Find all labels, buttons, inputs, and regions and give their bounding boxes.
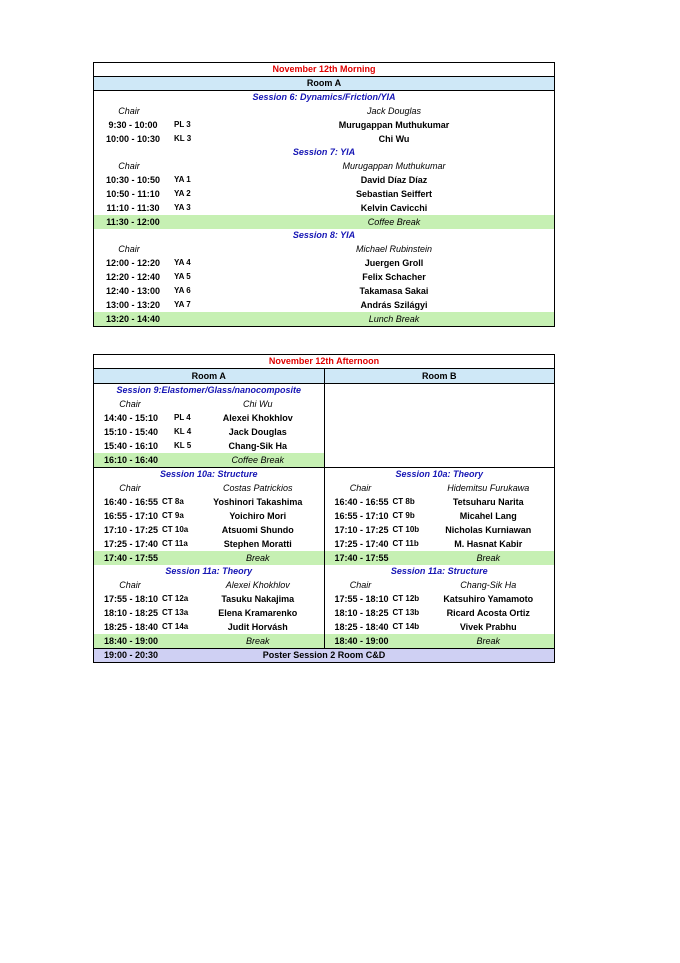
talk-time: 10:30 - 10:50: [105, 175, 161, 185]
chair-name: Alexei Khokhlov: [225, 580, 290, 590]
talk-row: [94, 537, 324, 551]
talk-time: 13:00 - 13:20: [105, 300, 161, 310]
lunch-break-row: [94, 312, 554, 326]
room-b-column: [325, 565, 555, 648]
talk-time: 12:20 - 12:40: [105, 272, 161, 282]
talk-time: 15:10 - 15:40: [103, 427, 159, 437]
talk-row: [94, 592, 324, 606]
session-10a-structure-title: Session 10a: Structure: [159, 469, 258, 479]
chair-label: Chair: [119, 399, 141, 409]
speaker-name: Kelvin Cavicchi: [360, 203, 428, 213]
talk-code: KL 4: [174, 427, 192, 436]
talk-row: [325, 537, 555, 551]
speaker-name: Judit Horvásh: [227, 622, 288, 632]
chair-name: Michael Rubinstein: [355, 244, 433, 254]
talk-code: CT 13a: [162, 608, 189, 617]
session-11a-theory-title: Session 11a: Theory: [165, 566, 253, 576]
chair-row: [94, 578, 324, 592]
chair-name: Chi Wu: [242, 399, 273, 409]
talk-code: YA 6: [174, 286, 191, 295]
talk-row: [94, 495, 324, 509]
room-a-column: [94, 468, 325, 565]
session-10a-theory-title: Session 10a: Theory: [395, 469, 484, 479]
break-label: Break: [476, 553, 500, 563]
break-time: 17:40 - 17:55: [334, 553, 389, 563]
talk-time: 16:55 - 17:10: [334, 511, 389, 521]
talk-code: YA 4: [174, 258, 191, 267]
talk-code: YA 5: [174, 272, 191, 281]
talk-code: CT 12b: [392, 594, 420, 603]
morning-title: November 12th Morning: [94, 63, 554, 77]
talk-code: CT 9b: [392, 511, 415, 520]
poster-time: 19:00 - 20:30: [103, 650, 159, 660]
talk-time: 17:55 - 18:10: [103, 594, 159, 604]
talk-code: YA 1: [174, 175, 191, 184]
speaker-name: Vivek Prabhu: [459, 622, 517, 632]
speaker-name: Murugappan Muthukumar: [338, 120, 450, 130]
chair-name: Murugappan Muthukumar: [342, 161, 446, 171]
talk-code: CT 13b: [392, 608, 420, 617]
speaker-name: Alexei Khokhlov: [222, 413, 293, 423]
talk-code: CT 10a: [162, 525, 189, 534]
speaker-name: Elena Kramarenko: [218, 608, 298, 618]
talk-time: 17:25 - 17:40: [334, 539, 389, 549]
break-label: Coffee Break: [231, 455, 285, 465]
session-9-title: Session 9:Elastomer/Glass/nanocomposite: [116, 385, 302, 395]
talk-row: [325, 495, 555, 509]
talk-time: 18:10 - 18:25: [334, 608, 389, 618]
talk-time: 12:00 - 12:20: [105, 258, 161, 268]
talk-row: [325, 606, 555, 620]
talk-time: 18:10 - 18:25: [103, 608, 159, 618]
talk-code: CT 8b: [392, 497, 415, 506]
poster-label: Poster Session 2 Room C&D: [262, 650, 386, 660]
talk-row: [94, 411, 324, 425]
chair-label: Chair: [118, 244, 140, 254]
speaker-name: Atsuomi Shundo: [221, 525, 294, 535]
poster-session-row: [94, 648, 554, 662]
speaker-name: Tetsuharu Narita: [452, 497, 524, 507]
talk-row: [94, 173, 554, 187]
coffee-break-row: [94, 215, 554, 229]
talk-row: [325, 592, 555, 606]
chair-name: Chang-Sik Ha: [460, 580, 517, 590]
break-row: [325, 551, 555, 565]
talk-time: 12:40 - 13:00: [105, 286, 161, 296]
speaker-name: András Szilágyi: [360, 300, 428, 310]
talk-code: CT 14a: [162, 622, 189, 631]
talk-code: YA 7: [174, 300, 191, 309]
break-row: [94, 634, 324, 648]
break-time: 18:40 - 19:00: [334, 636, 389, 646]
speaker-name: Micahel Lang: [459, 511, 517, 521]
talk-code: PL 3: [174, 120, 191, 129]
talk-code: CT 12a: [162, 594, 189, 603]
break-time: 13:20 - 14:40: [105, 314, 161, 324]
speaker-name: Chang-Sik Ha: [228, 441, 287, 451]
afternoon-schedule-table: [93, 354, 555, 663]
session-10-block: [94, 467, 554, 565]
talk-time: 9:30 - 10:00: [108, 120, 158, 130]
talk-time: 17:25 - 17:40: [103, 539, 159, 549]
talk-time: 16:55 - 17:10: [103, 511, 159, 521]
talk-row: [325, 509, 555, 523]
talk-time: 15:40 - 16:10: [103, 441, 159, 451]
morning-room-header: Room A: [94, 77, 554, 91]
talk-row: [94, 132, 554, 146]
coffee-break-row: [94, 453, 324, 467]
talk-row: [94, 284, 554, 298]
talk-row: [94, 606, 324, 620]
talk-row: [94, 425, 324, 439]
afternoon-title: November 12th Afternoon: [94, 355, 554, 369]
talk-code: CT 10b: [392, 525, 420, 534]
talk-row: [94, 256, 554, 270]
speaker-name: David Díaz Díaz: [360, 175, 428, 185]
room-b-header: Room B: [422, 371, 457, 381]
talk-row: [325, 620, 555, 634]
talk-time: 10:00 - 10:30: [105, 134, 161, 144]
speaker-name: Chi Wu: [378, 134, 410, 144]
session-11-block: [94, 565, 554, 648]
break-row: [94, 551, 324, 565]
chair-name: Costas Patrickios: [222, 483, 293, 493]
chair-label: Chair: [118, 106, 140, 116]
speaker-name: Katsuhiro Yamamoto: [443, 594, 534, 604]
session-8-title: Session 8: YIA: [292, 230, 356, 240]
speaker-name: Juergen Groll: [364, 258, 424, 268]
chair-row: [325, 578, 555, 592]
chair-row: [94, 481, 324, 495]
speaker-name: Yoichiro Mori: [229, 511, 287, 521]
break-time: 17:40 - 17:55: [103, 553, 159, 563]
speaker-name: Stephen Moratti: [223, 539, 292, 549]
talk-time: 14:40 - 15:10: [103, 413, 159, 423]
session-6-title: Session 6: Dynamics/Friction/YIA: [252, 92, 396, 102]
speaker-name: Ricard Acosta Ortiz: [446, 608, 530, 618]
speaker-name: Nicholas Kurniawan: [445, 525, 532, 535]
talk-code: CT 11a: [162, 539, 188, 548]
talk-code: CT 8a: [162, 497, 184, 506]
chair-label: Chair: [119, 483, 141, 493]
talk-time: 11:10 - 11:30: [106, 203, 160, 213]
talk-time: 18:25 - 18:40: [103, 622, 159, 632]
talk-row: [94, 187, 554, 201]
room-a-column: [94, 384, 325, 467]
talk-row: [94, 298, 554, 312]
break-label: Lunch Break: [368, 314, 420, 324]
speaker-name: Yoshinori Takashima: [213, 497, 303, 507]
session-8-chair-row: [94, 242, 554, 256]
talk-code: PL 4: [174, 413, 191, 422]
speaker-name: Jack Douglas: [228, 427, 287, 437]
break-time: 16:10 - 16:40: [103, 455, 159, 465]
speaker-name: M. Hasnat Kabir: [454, 539, 523, 549]
room-a-header: Room A: [94, 369, 325, 383]
speaker-name: Takamasa Sakai: [359, 286, 429, 296]
session-11a-structure-title: Session 11a: Structure: [390, 566, 488, 576]
talk-time: 10:50 - 11:10: [106, 189, 160, 199]
break-row: [325, 634, 555, 648]
talk-code: CT 9a: [162, 511, 184, 520]
chair-label: Chair: [118, 161, 140, 171]
morning-schedule-table: [93, 62, 555, 327]
chair-name: Jack Douglas: [366, 106, 422, 116]
room-b-column-empty: [325, 384, 555, 467]
talk-code: KL 3: [174, 134, 192, 143]
talk-row: [94, 201, 554, 215]
speaker-name: Sebastian Seiffert: [355, 189, 433, 199]
room-b-column: [325, 468, 555, 565]
talk-code: YA 3: [174, 203, 191, 212]
break-label: Break: [245, 636, 270, 646]
break-label: Coffee Break: [367, 217, 421, 227]
talk-row: [94, 620, 324, 634]
speaker-name: Felix Schacher: [362, 272, 426, 282]
break-label: Break: [476, 636, 500, 646]
break-time: 18:40 - 19:00: [103, 636, 159, 646]
session-7-chair-row: [94, 159, 554, 173]
talk-time: 16:40 - 16:55: [334, 497, 389, 507]
talk-time: 18:25 - 18:40: [334, 622, 389, 632]
break-label: Break: [245, 553, 270, 563]
afternoon-room-headers: [94, 369, 554, 384]
talk-code: KL 5: [174, 441, 192, 450]
talk-row: [94, 118, 554, 132]
talk-row: [94, 439, 324, 453]
chair-label: Chair: [119, 580, 141, 590]
speaker-name: Tasuku Nakajima: [221, 594, 295, 604]
talk-time: 17:10 - 17:25: [334, 525, 389, 535]
chair-label: Chair: [349, 483, 372, 493]
talk-time: 17:10 - 17:25: [103, 525, 159, 535]
talk-row: [94, 509, 324, 523]
talk-time: 16:40 - 16:55: [103, 497, 159, 507]
session-7-title: Session 7: YIA: [292, 147, 356, 157]
session-9-chair-row: [94, 397, 324, 411]
break-time: 11:30 - 12:00: [106, 217, 160, 227]
chair-name: Hidemitsu Furukawa: [447, 483, 530, 493]
talk-row: [94, 270, 554, 284]
talk-time: 17:55 - 18:10: [334, 594, 389, 604]
session-9-block: [94, 384, 554, 467]
chair-label: Chair: [349, 580, 372, 590]
talk-code: YA 2: [174, 189, 191, 198]
room-a-column: [94, 565, 325, 648]
talk-row: [94, 523, 324, 537]
talk-row: [325, 523, 555, 537]
session-6-chair-row: [94, 104, 554, 118]
talk-code: CT 11b: [392, 539, 419, 548]
chair-row: [325, 481, 555, 495]
talk-code: CT 14b: [392, 622, 420, 631]
